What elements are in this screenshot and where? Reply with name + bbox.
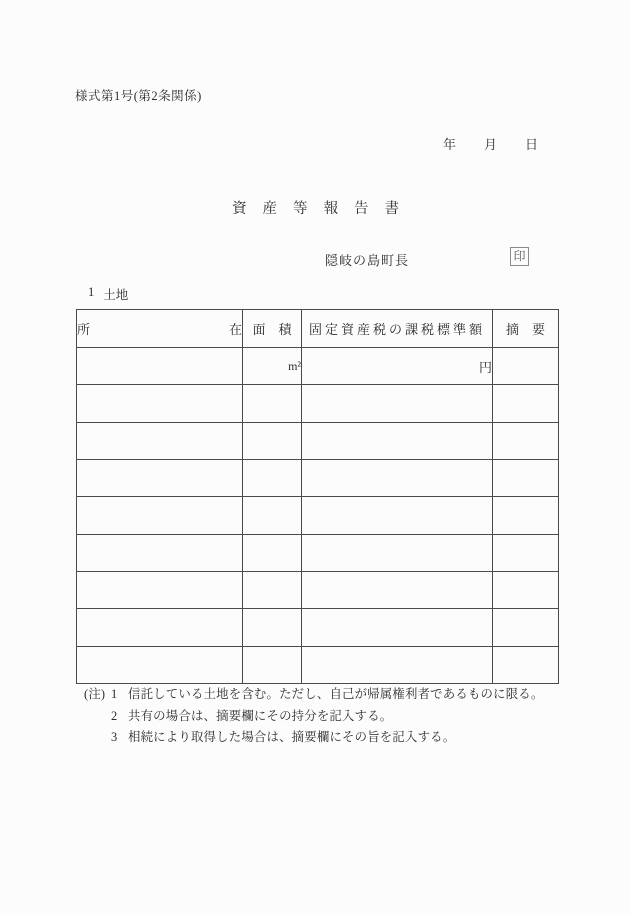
- form-number: 様式第1号(第2条関係): [75, 89, 202, 103]
- cell-location-input[interactable]: [77, 459, 243, 496]
- location-header-left-char: 所: [77, 322, 91, 337]
- cell-area-input[interactable]: [243, 385, 302, 422]
- seal-placeholder: 印: [510, 247, 529, 266]
- table-unit-row: [77, 348, 559, 385]
- cell-remarks-input[interactable]: [493, 609, 559, 646]
- table-empty-row: [77, 497, 559, 534]
- table-empty-row: [77, 459, 559, 496]
- column-header-tax-base: 固定資産税の課税標準額: [302, 310, 493, 348]
- section-label-land: [88, 285, 128, 303]
- document-title: 資産等報告書: [232, 201, 415, 217]
- note-prefix: (注): [84, 687, 106, 701]
- date-month-label: 月: [484, 137, 498, 152]
- column-header-remarks: 摘 要: [493, 310, 559, 348]
- column-header-location: [77, 310, 243, 348]
- cell-remarks-input[interactable]: [493, 348, 559, 385]
- date-day-label: 日: [525, 137, 539, 152]
- cell-area-input[interactable]: [243, 609, 302, 646]
- cell-remarks-input[interactable]: [493, 534, 559, 571]
- cell-location-input[interactable]: [77, 609, 243, 646]
- cell-remarks-input[interactable]: [493, 422, 559, 459]
- cell-tax-base-unit[interactable]: 円: [302, 348, 493, 385]
- cell-tax-base-input[interactable]: [302, 385, 493, 422]
- cell-location-input[interactable]: [77, 385, 243, 422]
- cell-remarks-input[interactable]: [493, 497, 559, 534]
- date-year-label: 年: [443, 137, 457, 152]
- table-empty-row: [77, 422, 559, 459]
- table-empty-row: [77, 609, 559, 646]
- cell-tax-base-input[interactable]: [302, 609, 493, 646]
- cell-location-input[interactable]: [77, 422, 243, 459]
- cell-area-input[interactable]: [243, 497, 302, 534]
- table-empty-row: [77, 385, 559, 422]
- cell-area-input[interactable]: [243, 422, 302, 459]
- location-header-right-char: 在: [228, 322, 242, 337]
- cell-remarks-input[interactable]: [493, 571, 559, 608]
- cell-area-input[interactable]: [243, 571, 302, 608]
- cell-area-input[interactable]: [243, 459, 302, 496]
- table-empty-row: [77, 571, 559, 608]
- section-number: 1: [88, 285, 95, 299]
- cell-location-input[interactable]: [77, 534, 243, 571]
- note-number: 2: [111, 708, 118, 723]
- note-item-3: [84, 727, 544, 749]
- cell-remarks-input[interactable]: [493, 385, 559, 422]
- land-table: [76, 309, 559, 684]
- note-text: 信託している土地を含む。ただし、自己が帰属権利者であるものに限る。: [128, 687, 544, 701]
- cell-area-input[interactable]: [243, 534, 302, 571]
- cell-area-unit[interactable]: m²: [243, 348, 302, 385]
- cell-tax-base-input[interactable]: [302, 497, 493, 534]
- cell-tax-base-input[interactable]: [302, 534, 493, 571]
- notes-block: [84, 684, 544, 749]
- cell-tax-base-input[interactable]: [302, 571, 493, 608]
- table-empty-row: [77, 534, 559, 571]
- section-title: 土地: [103, 288, 129, 302]
- table-empty-row: [77, 646, 559, 683]
- note-number: 3: [111, 730, 118, 745]
- note-item-1: [84, 684, 544, 706]
- cell-tax-base-input[interactable]: [302, 459, 493, 496]
- cell-tax-base-input[interactable]: [302, 422, 493, 459]
- cell-tax-base-input[interactable]: [302, 646, 493, 683]
- cell-remarks-input[interactable]: [493, 646, 559, 683]
- cell-area-input[interactable]: [243, 646, 302, 683]
- column-header-area: 面 積: [243, 310, 302, 348]
- note-text: 共有の場合は、摘要欄にその持分を記入する。: [128, 708, 393, 723]
- cell-location-input[interactable]: [77, 497, 243, 534]
- note-item-2: [84, 706, 544, 728]
- table-header-row: [77, 310, 559, 348]
- note-number: 1: [111, 687, 118, 701]
- cell-location-input[interactable]: [77, 348, 243, 385]
- date-line: [443, 134, 538, 153]
- cell-location-input[interactable]: [77, 571, 243, 608]
- cell-location-input[interactable]: [77, 646, 243, 683]
- cell-remarks-input[interactable]: [493, 459, 559, 496]
- addressee-label: 隠岐の島町長: [325, 253, 410, 268]
- note-text: 相続により取得した場合は、摘要欄にその旨を記入する。: [128, 730, 456, 745]
